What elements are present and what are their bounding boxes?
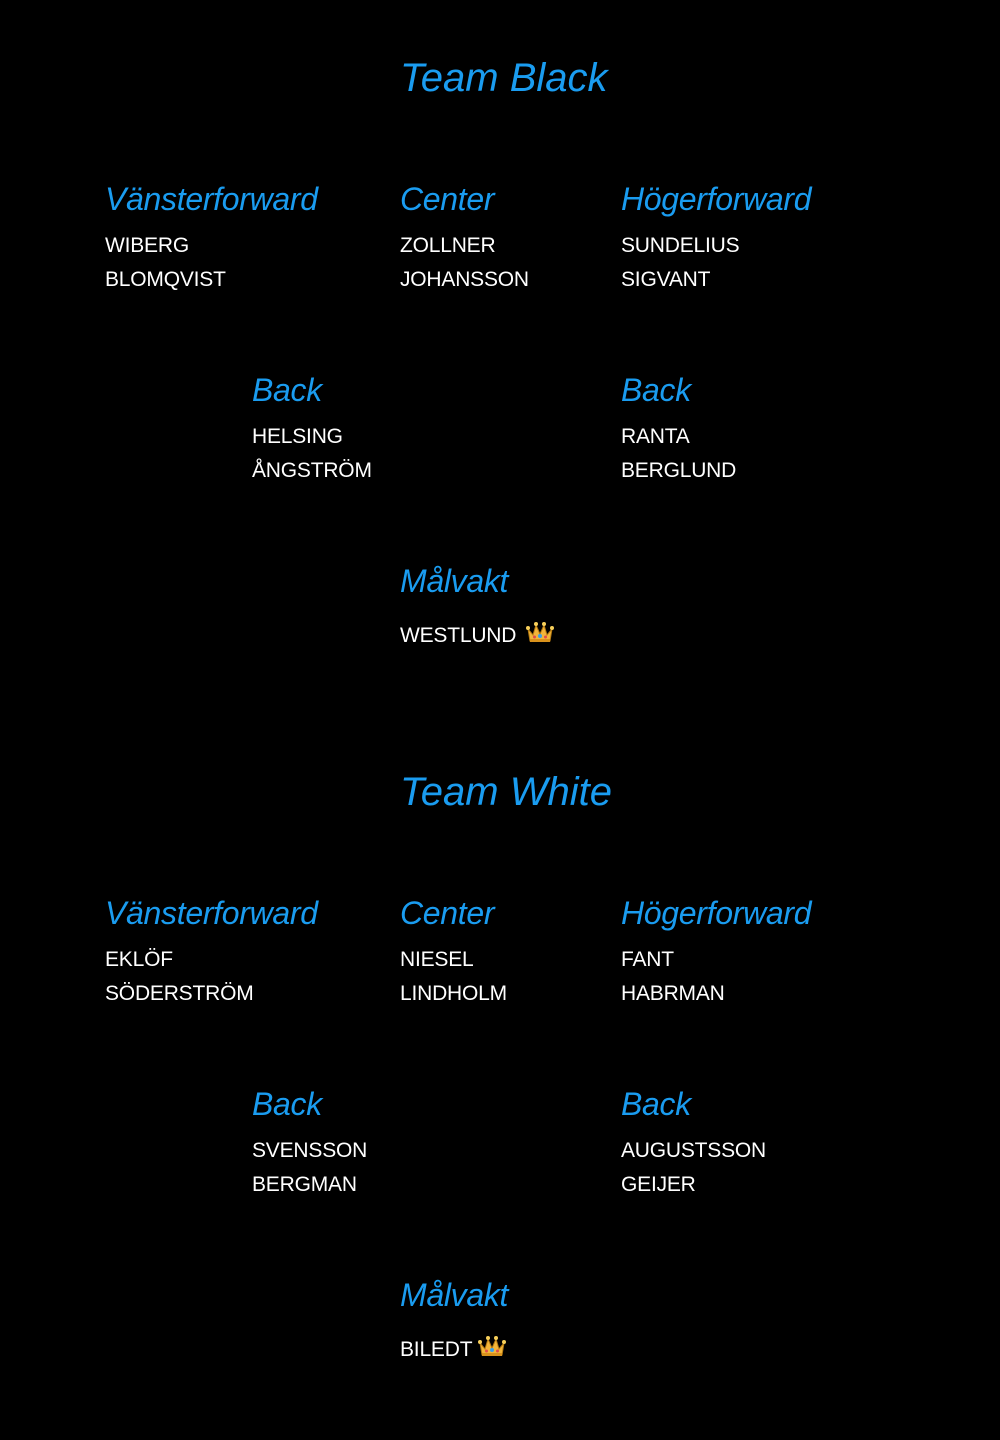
player-name: NIESEL <box>400 948 474 971</box>
player-name: FANT <box>621 948 674 971</box>
player-name: BLOMQVIST <box>105 268 226 291</box>
back-right-group <box>621 1088 766 1202</box>
goalie-group <box>400 1279 508 1369</box>
center-group <box>400 897 507 1011</box>
position-label-center: Center <box>400 181 495 217</box>
team-title: Team White <box>400 770 612 814</box>
player-name: SUNDELIUS <box>621 234 740 257</box>
player-name: BILEDT <box>400 1338 473 1361</box>
center-group <box>400 183 529 297</box>
crown-icon <box>478 1334 506 1369</box>
player-name: SÖDERSTRÖM <box>105 982 254 1005</box>
player-name: LINDHOLM <box>400 982 507 1005</box>
position-label-left-forward: Vänsterforward <box>105 895 318 931</box>
position-label-center: Center <box>400 895 495 931</box>
player-name: BERGLUND <box>621 459 737 482</box>
player-name: WESTLUND <box>400 624 517 647</box>
back-right-group <box>621 374 736 488</box>
position-label-goalie: Målvakt <box>400 563 509 599</box>
position-label-back: Back <box>252 1086 322 1122</box>
position-label-goalie: Målvakt <box>400 1277 509 1313</box>
right-forward-group <box>621 897 811 1011</box>
right-forward-group <box>621 183 811 297</box>
player-name: HELSING <box>252 425 343 448</box>
crown-icon <box>526 620 554 655</box>
back-left-group <box>252 1088 367 1202</box>
back-left-group <box>252 374 372 488</box>
position-label-back: Back <box>621 1086 691 1122</box>
player-name: GEIJER <box>621 1173 696 1196</box>
team-white-section <box>0 714 1000 1414</box>
player-name: JOHANSSON <box>400 268 529 291</box>
left-forward-group <box>105 183 318 297</box>
player-name: ÅNGSTRÖM <box>252 459 372 482</box>
player-name: ZOLLNER <box>400 234 496 257</box>
position-label-back: Back <box>621 372 691 408</box>
player-name: HABRMAN <box>621 982 725 1005</box>
goalie-row <box>400 619 554 655</box>
team-title: Team Black <box>400 56 608 100</box>
position-label-left-forward: Vänsterforward <box>105 181 318 217</box>
player-name: WIBERG <box>105 234 189 257</box>
position-label-right-forward: Högerforward <box>621 895 812 931</box>
position-label-back: Back <box>252 372 322 408</box>
player-name: SIGVANT <box>621 268 711 291</box>
left-forward-group <box>105 897 318 1011</box>
player-name: BERGMAN <box>252 1173 357 1196</box>
player-name: EKLÖF <box>105 948 173 971</box>
team-black-section <box>0 0 1000 700</box>
position-label-right-forward: Högerforward <box>621 181 812 217</box>
player-name: AUGUSTSSON <box>621 1139 767 1162</box>
player-name: RANTA <box>621 425 690 448</box>
goalie-group <box>400 565 554 655</box>
goalie-row <box>400 1333 508 1369</box>
player-name: SVENSSON <box>252 1139 368 1162</box>
